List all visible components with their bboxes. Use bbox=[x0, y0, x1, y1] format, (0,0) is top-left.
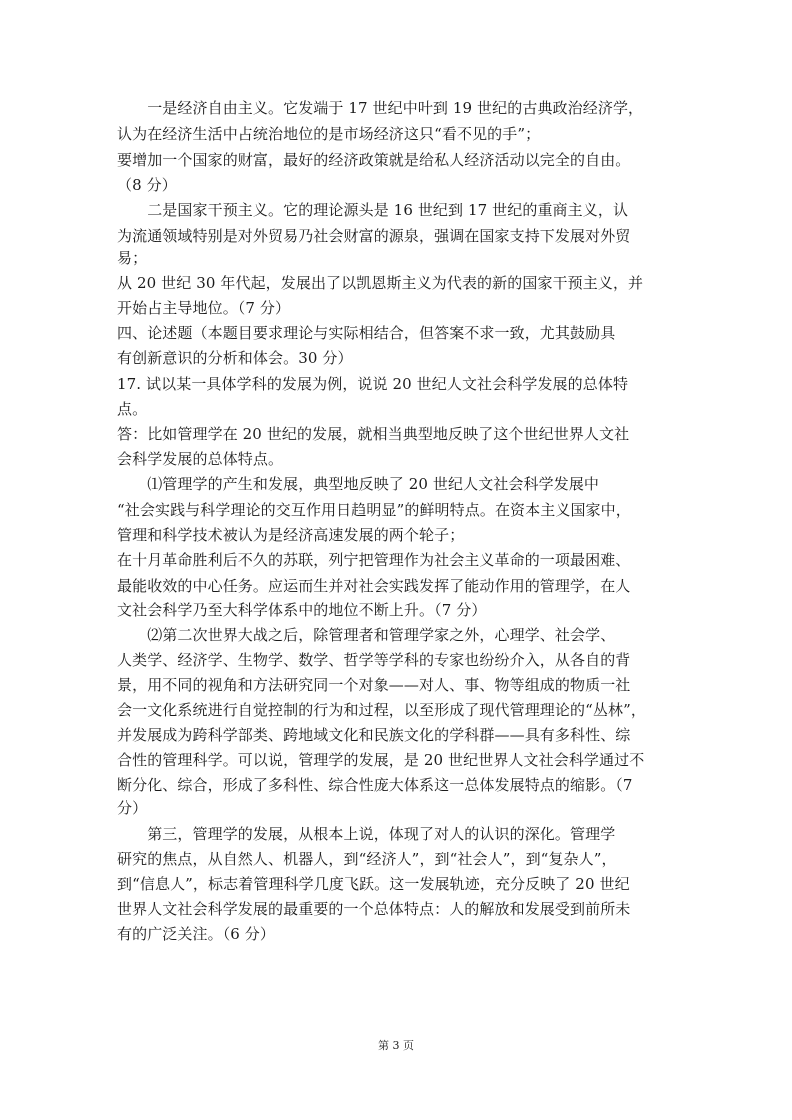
text-line: 有的广泛关注。（6 分） bbox=[117, 925, 276, 943]
text-line: 二是国家干预主义。它的理论源头是 16 世纪到 17 世纪的重商主义，认 bbox=[117, 201, 629, 219]
text-line: 从 20 世纪 30 年代起，发展出了以凯恩斯主义为代表的新的国家干预主义，并 bbox=[117, 274, 644, 292]
text-line: 到“信息人”，标志着管理科学几度飞跃。这一发展轨迹，充分反映了 20 世纪 bbox=[117, 875, 630, 893]
text-line: 会一文化系统进行自觉控制的行为和过程，以至形成了现代管理理论的“丛林”， bbox=[117, 701, 646, 719]
text-line: 一是经济自由主义。它发端于 17 世纪中叶到 19 世纪的古典政治经济学， bbox=[117, 99, 644, 117]
answer-line: 会科学发展的总体特点。 bbox=[117, 450, 284, 468]
text-line: 研究的焦点，从自然人、机器人，到“经济人”，到“社会人”，到“复杂人”， bbox=[117, 850, 617, 868]
text-line: 要增加一个国家的财富，最好的经济政策就是给私人经济活动以完全的自由。 bbox=[117, 151, 631, 169]
text-line: 并发展成为跨科学部类、跨地域文化和民族文化的学科群——具有多科性、综 bbox=[117, 726, 631, 744]
text-line: 为流通领域特别是对外贸易乃社会财富的源泉，强调在国家支持下发展对外贸 bbox=[117, 227, 631, 245]
text-line: （8 分） bbox=[117, 176, 177, 194]
text-line: “社会实践与科学理论的交互作用日趋明显”的鲜明特点。在资本主义国家中， bbox=[117, 501, 631, 519]
text-line: 断分化、综合，形成了多科性、综合性庞大体系这一总体发展特点的缩影。（7 bbox=[117, 776, 633, 794]
text-line: 人类学、经济学、生物学、数学、哲学等学科的专家也纷纷介入，从各自的背 bbox=[117, 651, 631, 669]
question-line: 点。 bbox=[117, 400, 148, 418]
text-line: 景，用不同的视角和方法研究同一个对象——对人、事、物等组成的物质一社 bbox=[117, 676, 631, 694]
text-line: 分） bbox=[117, 799, 148, 817]
answer-line: 答：比如管理学在 20 世纪的发展，就相当典型地反映了这个世纪世界人文社 bbox=[117, 425, 630, 443]
text-line: 第三，管理学的发展，从根本上说，体现了对人的认识的深化。管理学 bbox=[117, 825, 616, 843]
text-line: 合性的管理科学。可以说，管理学的发展，是 20 世纪世界人文社会科学通过不 bbox=[117, 751, 645, 769]
text-line: 开始占主导地位。（7 分） bbox=[117, 299, 291, 317]
text-line: 最能收效的中心任务。应运而生并对社会实践发挥了能动作用的管理学，在人 bbox=[117, 577, 631, 595]
text-line: 文社会科学乃至大科学体系中的地位不断上升。（7 分） bbox=[117, 601, 487, 619]
text-line: 管理和科学技术被认为是经济高速发展的两个轮子； bbox=[117, 526, 465, 544]
text-line: 有创新意识的分析和体会。30 分） bbox=[117, 349, 353, 367]
text-line: 世界人文社会科学发展的最重要的一个总体特点：人的解放和发展受到前所未 bbox=[117, 900, 631, 918]
text-line: 认为在经济生活中占统治地位的是市场经济这只“看不见的手”； bbox=[117, 125, 541, 143]
page-number: 第 3 页 bbox=[378, 1039, 414, 1052]
section-heading: 四、论述题（本题目要求理论与实际相结合，但答案不求一致，尤其鼓励具 bbox=[117, 324, 616, 342]
text-line: 易； bbox=[117, 249, 148, 267]
text-line: 在十月革命胜利后不久的苏联，列宁把管理作为社会主义革命的一项最困难、 bbox=[117, 551, 631, 569]
text-line: ⑴管理学的产生和发展，典型地反映了 20 世纪人文社会科学发展中 bbox=[117, 475, 600, 493]
text-line: ⑵第二次世界大战之后，除管理者和管理学家之外，心理学、社会学、 bbox=[117, 626, 616, 644]
question-line: 17. 试以某一具体学科的发展为例，说说 20 世纪人文社会科学发展的总体特 bbox=[117, 375, 629, 393]
